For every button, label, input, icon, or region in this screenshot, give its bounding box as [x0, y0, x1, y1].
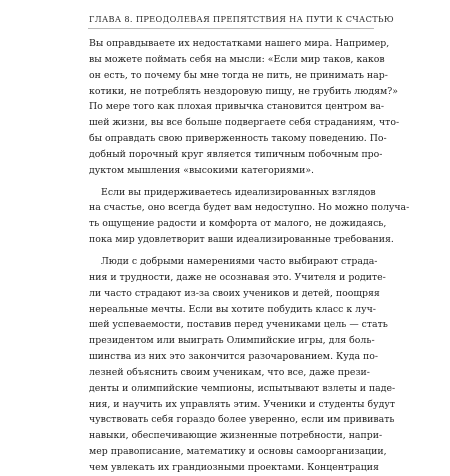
text-line: вы можете поймать себя на мысли: «Если мир таков, каков: [89, 53, 385, 65]
text-line: Если вы придерживаетесь идеализированных взглядов: [101, 186, 376, 198]
text-line: По мере того как плохая привычка становится центром ва-: [89, 101, 385, 113]
text-line: пока мир удовлетворит ваши идеализированные требования.: [89, 234, 394, 246]
header-divider: [88, 28, 374, 29]
running-header: ГЛАВА 8. ПРЕОДОЛЕВАЯ ПРЕПЯТСТВИЯ НА ПУТИ К СЧАСТЬЮ: [89, 14, 395, 24]
text-line: навыки, обеспечивающие жизненные потребности, напри-: [89, 430, 383, 442]
text-line: ния и трудности, даже не осознавая это. Учителя и родите-: [89, 271, 386, 283]
text-line: чувствовать себя гораздо более уверенно, если им прививать: [89, 414, 395, 426]
text-line: он есть, то почему бы мне тогда не пить, не принимать нар-: [89, 69, 388, 81]
text-line: ли часто страдают из-за своих учеников и детей, поощряя: [89, 287, 380, 299]
text-line: чем увлекать их грандиозными проектами. Концентрация: [89, 461, 379, 473]
paragraph: [89, 185, 410, 248]
text-line: Люди с добрыми намерениями часто выбирают страда-: [101, 255, 378, 267]
text-line: денты и олимпийские чемпионы, испытывают взлеты и паде-: [89, 382, 396, 394]
text-line: мер правописание, математику и основы самоорганизации,: [89, 446, 387, 458]
text-line: на счастье, оно всегда будет вам недоступно. Но можно получа-: [89, 202, 410, 214]
text-line: лезней объяснить своим ученикам, что все, даже прези-: [89, 366, 370, 378]
text-line: Вы оправдываете их недостатками нашего мира. Например,: [89, 38, 390, 49]
text-line: ния, и научить их управлять этим. Ученики и студенты будут: [89, 398, 395, 410]
text-line: ть ощущение радости и комфорта от малого, не дожидаясь,: [89, 218, 387, 230]
text-line: нереальные мечты. Если вы хотите побудить класс к луч-: [89, 303, 376, 315]
body-text: [89, 36, 410, 476]
text-line: дуктом мышления «высокими категориями».: [89, 164, 315, 176]
paragraph: [89, 36, 400, 179]
paragraph: [89, 254, 396, 476]
text-line: шей жизни, вы все больше подвергаете себя страданиям, что-: [89, 117, 400, 129]
text-line: президентом или выиграть Олимпийские игры, для боль-: [89, 335, 375, 347]
text-line: шей успеваемости, поставив перед учениками цель — стать: [89, 319, 388, 331]
text-line: бы оправдать свою приверженность такому поведению. По-: [89, 133, 387, 145]
text-line: котики, не потреблять нездоровую пищу, не грубить людям?»: [89, 85, 398, 97]
text-line: шинства из них это закончится разочарованием. Куда по-: [89, 351, 379, 363]
text-line: добный порочный круг является типичным побочным про-: [89, 148, 383, 160]
